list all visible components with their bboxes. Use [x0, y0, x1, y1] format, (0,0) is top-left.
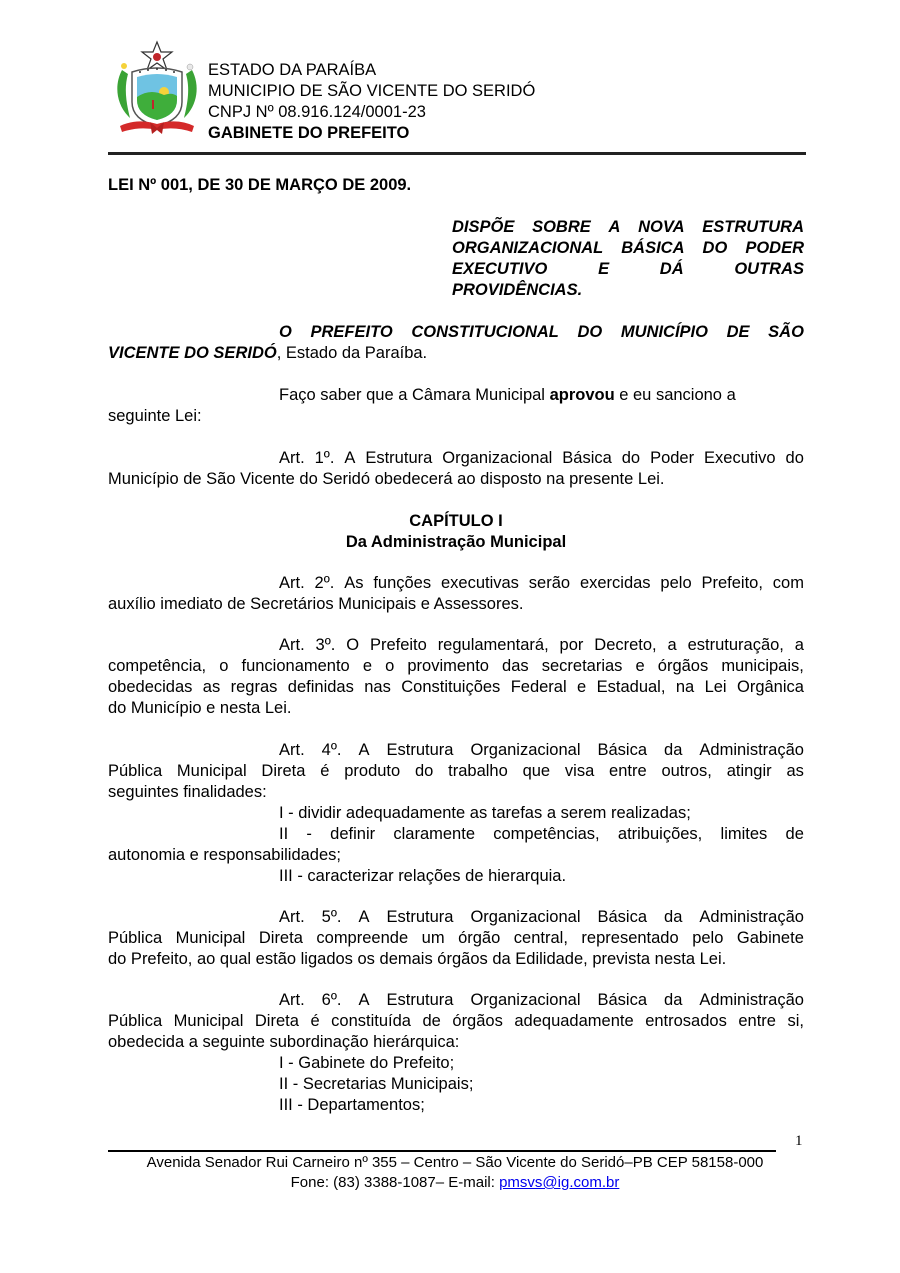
article-line: Art. 2º. As funções executivas serão exercidas pelo Prefeito, com	[279, 574, 804, 592]
word: EXECUTIVO	[452, 260, 548, 278]
word: DO	[702, 239, 728, 257]
article-line: obedecida a seguinte subordinação hierárquica:	[108, 1033, 460, 1051]
chapter-number: CAPÍTULO I	[409, 512, 503, 530]
sanction-text: e eu sanciono a	[614, 386, 736, 404]
article-line: obedecidas as regras definidas nas Constituições Federal e Estadual, na Lei Orgânica	[108, 678, 804, 696]
article-5	[108, 907, 804, 970]
law-summary	[452, 217, 804, 301]
header-divider	[108, 152, 806, 155]
article-1	[108, 448, 804, 490]
footer-contact	[100, 1173, 810, 1193]
sanction-text: Faço saber que a Câmara Municipal	[279, 386, 550, 404]
word: PODER	[745, 239, 804, 257]
summary-line	[452, 217, 804, 238]
list-item: III - caracterizar relações de hierarquia.	[279, 867, 567, 885]
page-number: 1	[795, 1133, 803, 1149]
preamble-line-2	[108, 343, 804, 364]
paraiba-coat-of-arms-icon	[112, 40, 202, 136]
preamble	[108, 322, 804, 364]
word: SOBRE	[532, 218, 591, 236]
word: BÁSICA	[621, 239, 685, 257]
municipality-name: MUNICIPIO DE SÃO VICENTE DO SERIDÓ	[208, 82, 536, 100]
letterhead-text	[208, 60, 535, 144]
article-line: competência, o funcionamento e o provimento das secretarias e órgãos municipais,	[108, 657, 804, 675]
list-item-continuation: autonomia e responsabilidades;	[108, 846, 341, 864]
article-line: Art. 6º. A Estrutura Organizacional Básica da Administração	[279, 991, 804, 1009]
summary-line	[452, 280, 804, 301]
word: NOVA	[638, 218, 685, 236]
sanction-line-1	[108, 385, 804, 406]
cnpj: CNPJ Nº 08.916.124/0001-23	[208, 103, 426, 121]
article-line: Pública Municipal Direta compreende um órgão central, representado pelo Gabinete	[108, 929, 804, 947]
article-4	[108, 740, 804, 887]
preamble-line-1: O PREFEITO CONSTITUCIONAL DO MUNICÍPIO DE SÃO	[279, 323, 804, 341]
chapter-heading	[108, 511, 804, 553]
office-name: GABINETE DO PREFEITO	[208, 124, 410, 142]
article-line: auxílio imediato de Secretários Municipais e Assessores.	[108, 595, 524, 613]
article-line: Art. 1º. A Estrutura Organizacional Básica do Poder Executivo do	[279, 449, 804, 467]
word: OUTRAS	[734, 260, 804, 278]
word: PROVIDÊNCIAS.	[452, 281, 583, 299]
article-6	[108, 990, 804, 1116]
word: ESTRUTURA	[702, 218, 804, 236]
sanction-clause	[108, 385, 804, 427]
article-line: Art. 5º. A Estrutura Organizacional Básica da Administração	[279, 908, 804, 926]
article-line: Art. 3º. O Prefeito regulamentará, por Decreto, a estruturação, a	[279, 636, 804, 654]
word: E	[598, 260, 610, 278]
chapter-title: Da Administração Municipal	[345, 533, 567, 551]
summary-line	[452, 259, 804, 280]
footer-address: Avenida Senador Rui Carneiro nº 355 – Centro – São Vicente do Seridó–PB CEP 58158-000	[146, 1154, 764, 1171]
word: DISPÕE	[452, 218, 515, 236]
sanction-line-2: seguinte Lei:	[108, 407, 202, 425]
word: DÁ	[659, 260, 684, 278]
letterhead	[108, 40, 806, 155]
list-item: III - Departamentos;	[279, 1096, 425, 1114]
summary-line	[452, 238, 804, 259]
footer	[100, 1153, 810, 1193]
article-line: Município de São Vicente do Seridó obedecerá ao disposto na presente Lei.	[108, 470, 665, 488]
article-line: do Prefeito, ao qual estão ligados os demais órgãos da Edilidade, prevista nesta Lei.	[108, 950, 727, 968]
list-item: I - dividir adequadamente as tarefas a serem realizadas;	[279, 804, 691, 822]
municipality-emphasis: VICENTE DO SERIDÓ	[108, 344, 277, 362]
word: A	[608, 218, 621, 236]
list-item: I - Gabinete do Prefeito;	[279, 1054, 455, 1072]
article-line: Art. 4º. A Estrutura Organizacional Básica da Administração	[279, 741, 804, 759]
footer-phone: Fone: (83) 3388-1087– E-mail:	[290, 1174, 500, 1191]
list-item: II - definir claramente competências, atribuições, limites de	[279, 825, 804, 843]
article-line: seguintes finalidades:	[108, 783, 267, 801]
list-item: II - Secretarias Municipais;	[279, 1075, 474, 1093]
word: ORGANIZACIONAL	[452, 239, 604, 257]
article-3	[108, 635, 804, 719]
approved-emphasis: aprovou	[549, 386, 615, 404]
footer-divider	[108, 1150, 776, 1152]
state-name: ESTADO DA PARAÍBA	[208, 61, 377, 79]
preamble-rest: , Estado da Paraíba.	[276, 344, 428, 362]
article-line: Pública Municipal Direta é produto do trabalho que visa entre outros, atingir as	[108, 762, 804, 780]
email-link[interactable]: pmsvs@ig.com.br	[499, 1174, 620, 1191]
law-title: LEI Nº 001, DE 30 DE MARÇO DE 2009.	[108, 176, 412, 194]
article-line: do Município e nesta Lei.	[108, 699, 292, 717]
article-2	[108, 573, 804, 615]
article-line: Pública Municipal Direta é constituída de órgãos adequadamente entrosados entre si,	[108, 1012, 804, 1030]
